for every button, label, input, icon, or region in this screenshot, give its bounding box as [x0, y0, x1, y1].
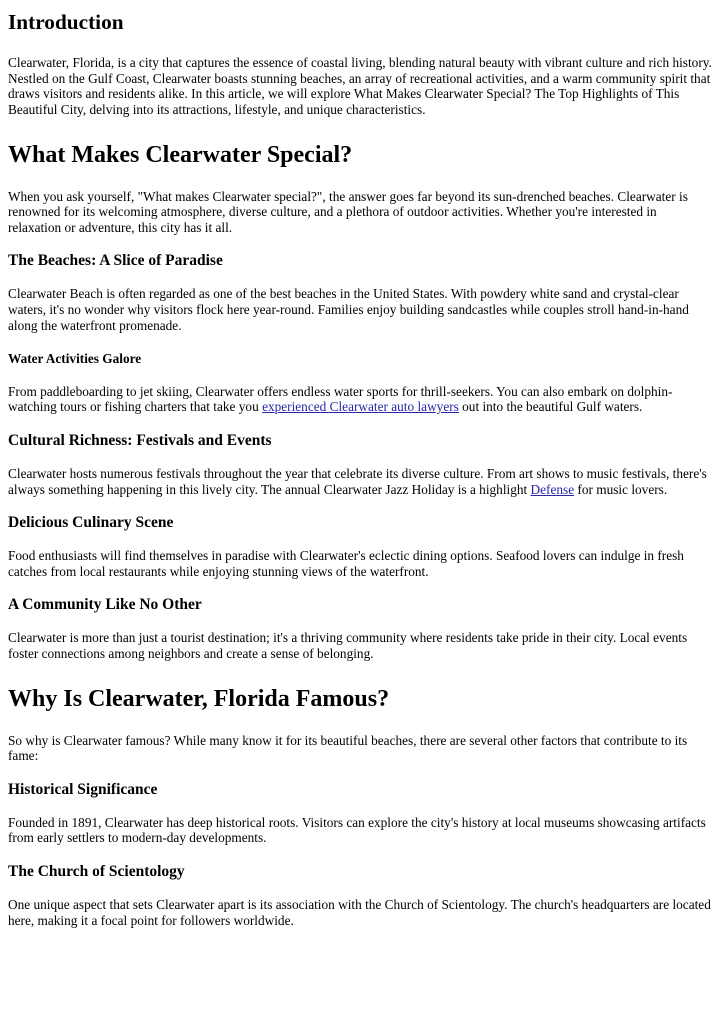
paragraph-text: Clearwater hosts numerous festivals throughout the year that celebrate its diverse culture. From art shows to music festivals, there's always something happening in this lively city. The annual Clearwater Jazz Holiday is a highlight [8, 466, 707, 497]
heading-cultural-richness: Cultural Richness: Festivals and Events [8, 432, 272, 450]
paragraph-the-church-of-scientology: One unique aspect that sets Clearwater apart is its association with the Church of Scientology. The church's headquarters are located here, making it a focal point for followers worldwide. [8, 896, 711, 928]
paragraph-what-makes-clearwater-special: When you ask yourself, "What makes Clearwater special?", the answer goes far beyond its sun-drenched beaches. Clearwater is renowned for its welcoming atmosphere, diverse culture, and a plethora of outdoor activities. Whether you're interested in relaxation or adventure, this city has it all. [8, 188, 688, 235]
heading-why-is-clearwater-famous: Why Is Clearwater, Florida Famous? [8, 685, 390, 712]
paragraph-delicious-culinary-scene: Food enthusiasts will find themselves in paradise with Clearwater's eclectic dining options. Seafood lovers can indulge in fresh catches from local restaurants while enjoying stunning views of the waterfront. [8, 548, 684, 579]
paragraph-cultural-richness [8, 466, 712, 497]
paragraph-historical-significance: Founded in 1891, Clearwater has deep historical roots. Visitors can explore the city's history at local museums showcasing artifacts from early settlers to modern-day developments. [8, 814, 706, 846]
paragraph-text: From paddleboarding to jet skiing, Clearwater offers endless water sports for thrill-seekers. You can also embark on dolphin-watching tours or fishing charters that take you [8, 383, 673, 415]
paragraph-introduction: Clearwater, Florida, is a city that captures the essence of coastal living, blending natural beauty with vibrant culture and rich history. Nestled on the Gulf Coast, Clearwater boasts stunning beaches, an array of recreational activities, and a warm community spirit that draws visitors and residents alike. In this article, we will explore What Makes Clearwater Special? The Top Highlights of This Beautiful City, delving into its attractions, lifestyle, and unique characteristics. [8, 55, 712, 118]
heading-the-church-of-scientology: The Church of Scientology [8, 862, 185, 880]
heading-delicious-culinary-scene: Delicious Culinary Scene [8, 514, 174, 532]
paragraph-the-beaches: Clearwater Beach is often regarded as one of the best beaches in the United States. With powdery white sand and crystal-clear waters, it's no wonder why visitors flock here year-round. Families enjoy building sandcastles while couples stroll hand-in-hand along the waterfront promenade. [8, 286, 689, 333]
heading-a-community-like-no-other: A Community Like No Other [8, 596, 202, 614]
link-defense[interactable]: Defense [530, 481, 575, 497]
article-body [0, 10, 720, 928]
heading-historical-significance: Historical Significance [8, 780, 158, 798]
heading-what-makes-clearwater-special: What Makes Clearwater Special? [8, 141, 353, 168]
paragraph-text: out into the beautiful Gulf waters. [458, 399, 643, 415]
heading-water-activities-galore: Water Activities Galore [8, 351, 142, 367]
heading-introduction: Introduction [8, 10, 124, 34]
heading-the-beaches: The Beaches: A Slice of Paradise [8, 252, 223, 270]
paragraph-why-is-clearwater-famous: So why is Clearwater famous? While many know it for its beautiful beaches, there are several other factors that contribute to its fame: [8, 732, 688, 764]
paragraph-a-community-like-no-other: Clearwater is more than just a tourist destination; it's a thriving community where residents take pride in their city. Local events foster connections among neighbors and create a sense of belonging. [8, 630, 688, 661]
paragraph-text: for music lovers. [574, 481, 668, 497]
paragraph-water-activities [8, 384, 712, 415]
link-experienced-clearwater-auto-lawyers[interactable]: experienced Clearwater auto lawyers [262, 399, 459, 415]
